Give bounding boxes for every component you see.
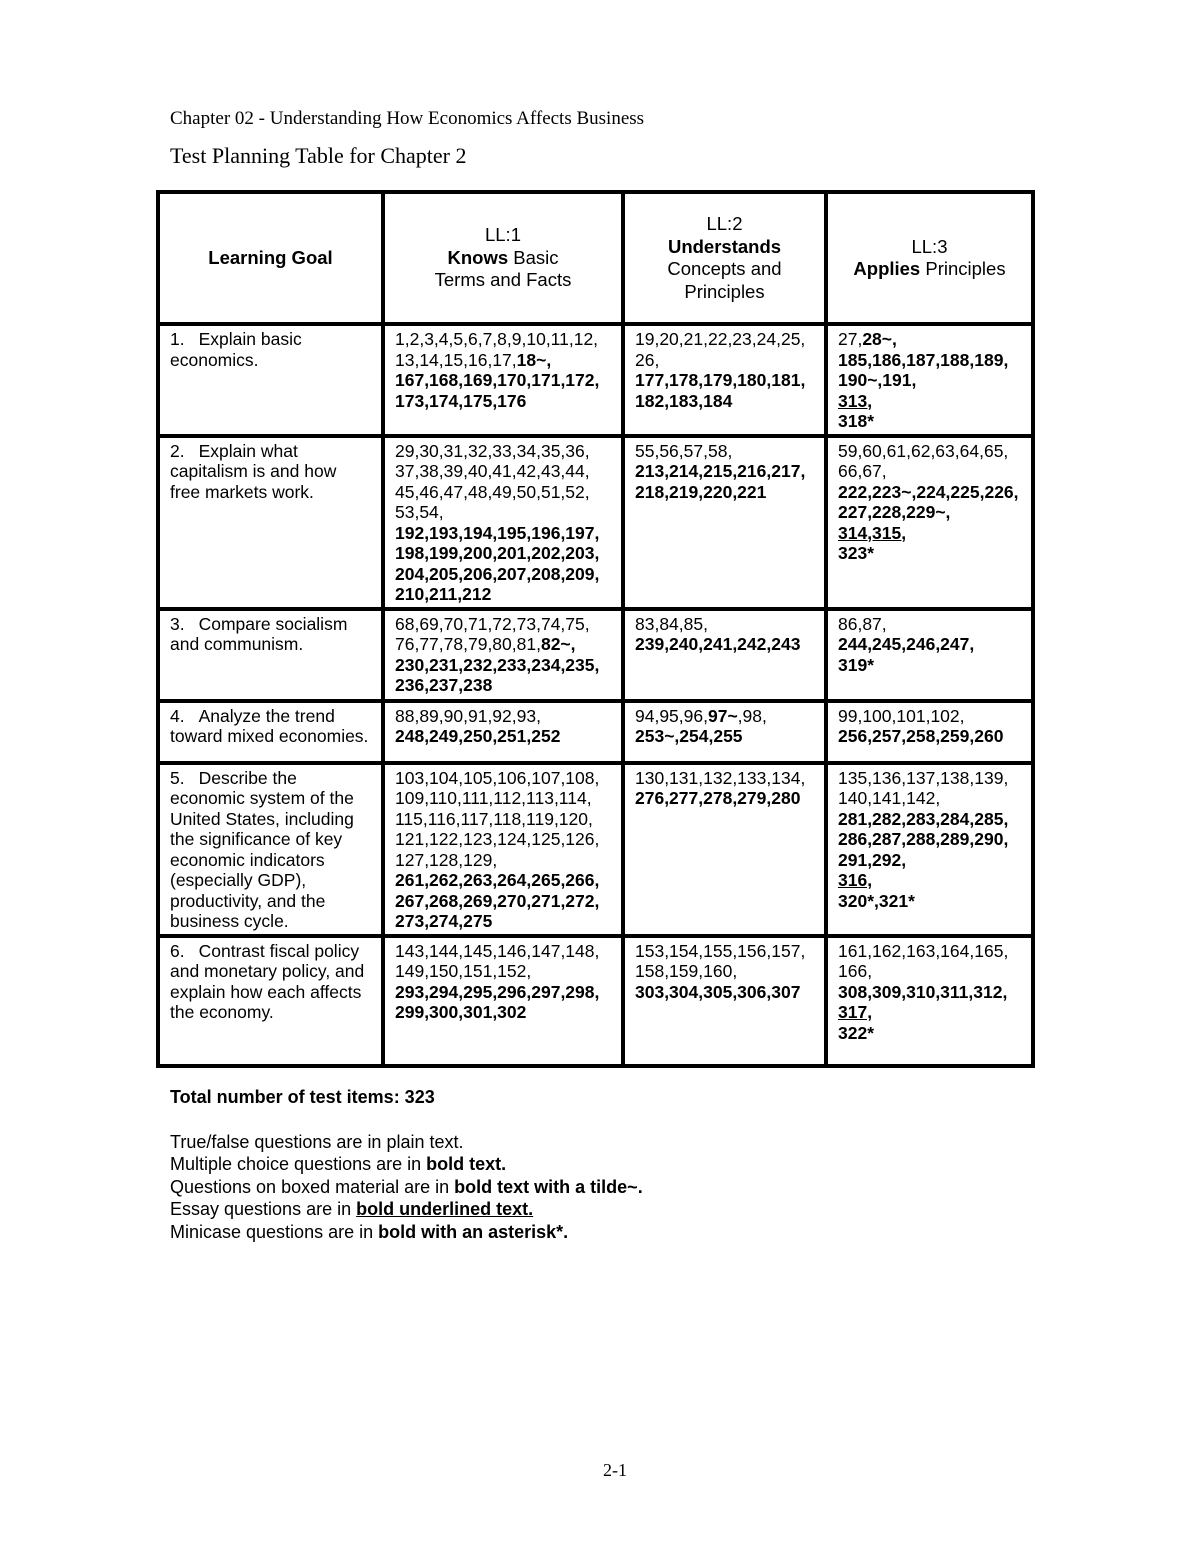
goal-text: Compare socialism and communism. <box>170 613 348 654</box>
page-number: 2-1 <box>603 1460 627 1480</box>
true-false-items: 103,104,105,106,107,108, 109,110,111,112,113,114, 115,116,117,118,119,120, 121,122,123,124,125,126, 127,128,129, <box>395 767 600 870</box>
learning-goal-cell <box>158 609 383 701</box>
learning-goal-cell <box>158 436 383 609</box>
ll2-items-cell <box>623 436 826 609</box>
true-false-items: 1,2,3,4,5,6,7,8,9,10,11,12, 13,14,15,16,17, <box>395 329 599 370</box>
legend-multiple-choice: Multiple choice questions are in bold text. <box>170 1154 507 1174</box>
true-false-items: 59,60,61,62,63,64,65, 66,67, <box>838 440 1009 481</box>
legend-boxed: Questions on boxed material are in bold text with a tilde~. <box>170 1176 643 1197</box>
boxed-items: 28~, <box>862 329 897 349</box>
minicase-items: 320*,321* <box>838 890 915 911</box>
essay-items: 316, <box>838 870 873 890</box>
learning-goal-cell <box>158 936 383 1066</box>
goal-number: 1. <box>170 329 185 349</box>
true-false-items: 161,162,163,164,165, 166, <box>838 940 1009 981</box>
minicase-items: 322* <box>838 1022 875 1043</box>
goal-text: Contrast fiscal policy and monetary policy, and explain how each affects the economy. <box>170 940 365 1022</box>
multiple-choice-items: 239,240,241,242,243 <box>635 634 801 654</box>
goal-number: 6. <box>170 940 185 961</box>
multiple-choice-items: 213,214,215,216,217, 218,219,220,221 <box>635 461 806 502</box>
ll1-rest1: Basic <box>508 246 559 268</box>
minicase-items: 318* <box>838 411 875 431</box>
header-learning-goal: Learning Goal <box>158 192 383 324</box>
true-false-items: ,98, <box>737 705 767 726</box>
minicase-items: 319* <box>838 654 875 675</box>
ll2-code: LL:2 <box>706 213 743 234</box>
goal-text: Explain basic economics. <box>170 329 302 370</box>
goal-text: Describe the economic system of the United States, including the significance of key economic indicators (especially GDP), productivity, and the business cycle. <box>170 767 354 931</box>
ll2-rest2: Principles <box>684 280 765 302</box>
true-false-items: 29,30,31,32,33,34,35,36, 37,38,39,40,41,42,43,44, 45,46,47,48,49,50,51,52, 53,54, <box>395 440 590 522</box>
header-ll3 <box>826 192 1033 324</box>
ll2-items-cell <box>623 701 826 763</box>
multiple-choice-items: 222,223~,224,225,226, 227,228,229~, <box>838 481 1019 522</box>
legend-minicase: Minicase questions are in bold with an asterisk*. <box>170 1221 569 1242</box>
learning-goal-cell <box>158 763 383 936</box>
test-planning-table <box>156 190 1035 1068</box>
multiple-choice-items: 185,186,187,188,189, 190~,191, <box>838 349 1009 390</box>
true-false-items: 153,154,155,156,157, 158,159,160, <box>635 940 806 981</box>
ll2-items-cell <box>623 609 826 701</box>
true-false-items: 135,136,137,138,139, 140,141,142, <box>838 767 1009 808</box>
multiple-choice-items: 303,304,305,306,307 <box>635 981 801 1002</box>
ll1-bold: Knows <box>447 246 509 268</box>
ll2-bold: Understands <box>667 235 782 257</box>
true-false-items: 19,20,21,22,23,24,25, 26, <box>635 329 806 370</box>
minicase-items: 323* <box>838 543 875 563</box>
ll3-items-cell <box>826 436 1033 609</box>
table-row <box>158 324 1033 436</box>
ll1-items-cell <box>383 763 623 936</box>
ll1-items-cell <box>383 701 623 763</box>
ll3-items-cell <box>826 936 1033 1066</box>
goal-number: 3. <box>170 613 185 634</box>
goal-text: Explain what capitalism is and how free markets work. <box>170 440 337 502</box>
legend <box>170 1086 643 1243</box>
true-false-items: 27, <box>838 329 863 349</box>
ll3-items-cell <box>826 701 1033 763</box>
multiple-choice-items: 256,257,258,259,260 <box>838 726 1004 746</box>
multiple-choice-items: 281,282,283,284,285, 286,287,288,289,290, 291,292, <box>838 808 1009 870</box>
true-false-items: 99,100,101,102, <box>838 705 965 726</box>
ll3-code: LL:3 <box>911 235 948 257</box>
chapter-title: Chapter 02 - Understanding How Economics Affects Business <box>170 108 645 129</box>
header-row <box>158 192 1033 324</box>
true-false-items: 94,95,96, <box>635 705 708 726</box>
legend-true-false: True/false questions are in plain text. <box>170 1131 464 1152</box>
table-title: Test Planning Table for Chapter 2 <box>170 143 467 168</box>
essay-items: 313, <box>838 390 873 411</box>
goal-number: 4. <box>170 705 185 726</box>
header-ll1 <box>383 192 623 324</box>
learning-goal-cell <box>158 701 383 763</box>
ll1-code: LL:1 <box>484 224 521 246</box>
true-false-items: 55,56,57,58, <box>635 440 733 461</box>
true-false-items: 83,84,85, <box>635 613 708 634</box>
table-row <box>158 936 1033 1066</box>
ll3-items-cell <box>826 763 1033 936</box>
learning-goal-cell <box>158 324 383 436</box>
boxed-items: 97~ <box>707 705 738 726</box>
ll3-items-cell <box>826 324 1033 436</box>
multiple-choice-items: 253~,254,255 <box>635 726 743 746</box>
ll1-items-cell <box>383 324 623 436</box>
ll1-items-cell <box>383 609 623 701</box>
ll2-items-cell <box>623 936 826 1066</box>
true-false-items: 143,144,145,146,147,148, 149,150,151,152, <box>395 940 600 981</box>
multiple-choice-items: 230,231,232,233,234,235, 236,237,238 <box>395 654 600 695</box>
total-items: Total number of test items: 323 <box>170 1087 435 1107</box>
ll3-rest1: Principles <box>920 258 1006 279</box>
table-row <box>158 701 1033 763</box>
legend-essay: Essay questions are in bold underlined text. <box>170 1199 534 1219</box>
multiple-choice-items: 248,249,250,251,252 <box>395 726 561 746</box>
goal-number: 5. <box>170 767 185 788</box>
goal-number: 2. <box>170 440 185 461</box>
ll1-items-cell <box>383 936 623 1066</box>
multiple-choice-items: 308,309,310,311,312, <box>838 981 1008 1002</box>
multiple-choice-items: 276,277,278,279,280 <box>635 788 801 808</box>
ll3-bold: Applies <box>853 258 921 279</box>
table-row <box>158 609 1033 701</box>
table-row <box>158 763 1033 936</box>
ll2-items-cell <box>623 763 826 936</box>
ll2-items-cell <box>623 324 826 436</box>
goal-text: Analyze the trend toward mixed economies. <box>170 705 369 746</box>
multiple-choice-items: 192,193,194,195,196,197, 198,199,200,201,202,203, 204,205,206,207,208,209, 210,211,212 <box>395 522 600 604</box>
multiple-choice-items: 167,168,169,170,171,172, 173,174,175,176 <box>395 370 600 411</box>
ll1-items-cell <box>383 436 623 609</box>
boxed-items: 82~, <box>540 634 576 654</box>
ll2-rest1: Concepts and <box>667 258 782 279</box>
boxed-items: 18~, <box>516 349 552 370</box>
multiple-choice-items: 177,178,179,180,181, 182,183,184 <box>635 370 806 411</box>
essay-items: 317, <box>838 1002 873 1022</box>
ll3-items-cell <box>826 609 1033 701</box>
multiple-choice-items: 293,294,295,296,297,298, 299,300,301,302 <box>395 981 600 1022</box>
true-false-items: 68,69,70,71,72,73,74,75, 76,77,78,79,80,81, <box>395 613 590 654</box>
essay-items: 314,315, <box>838 522 907 543</box>
true-false-items: 86,87, <box>838 613 887 634</box>
true-false-items: 130,131,132,133,134, <box>635 767 806 788</box>
multiple-choice-items: 244,245,246,247, <box>838 634 975 654</box>
multiple-choice-items: 261,262,263,264,265,266, 267,268,269,270,271,272, 273,274,275 <box>395 870 600 931</box>
table-row <box>158 436 1033 609</box>
ll1-rest2: Terms and Facts <box>434 269 572 291</box>
header-ll2 <box>623 192 826 324</box>
true-false-items: 88,89,90,91,92,93, <box>395 705 541 726</box>
